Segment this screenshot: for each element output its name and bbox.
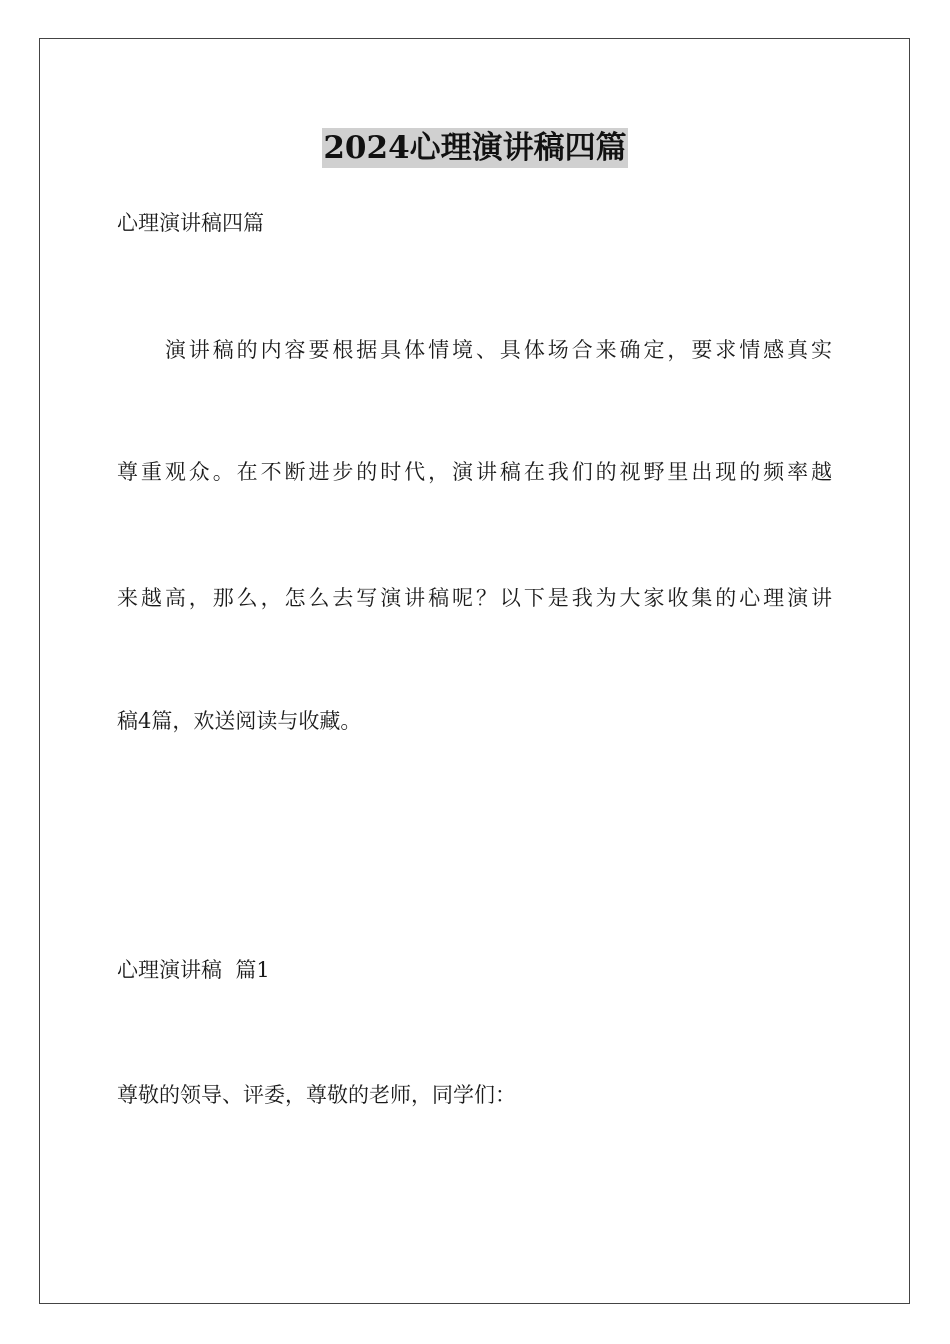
- title-container: [0, 128, 950, 168]
- intro-line-3: 来越高，那么，怎么去写演讲稿呢？以下是我为大家收集的心理演讲: [117, 586, 832, 610]
- section-heading: 心理演讲稿 篇1: [117, 958, 270, 982]
- intro-line-2: 尊重观众。在不断进步的时代，演讲稿在我们的视野里出现的频率越: [117, 460, 832, 484]
- document-subtitle: 心理演讲稿四篇: [117, 211, 264, 235]
- intro-line-4: 稿4篇，欢送阅读与收藏。: [117, 709, 362, 733]
- greeting-line: 尊敬的领导、评委，尊敬的老师，同学们：: [117, 1083, 516, 1107]
- intro-line-1: 演讲稿的内容要根据具体情境、具体场合来确定，要求情感真实: [117, 338, 832, 362]
- document-title: 2024心理演讲稿四篇: [323, 130, 627, 166]
